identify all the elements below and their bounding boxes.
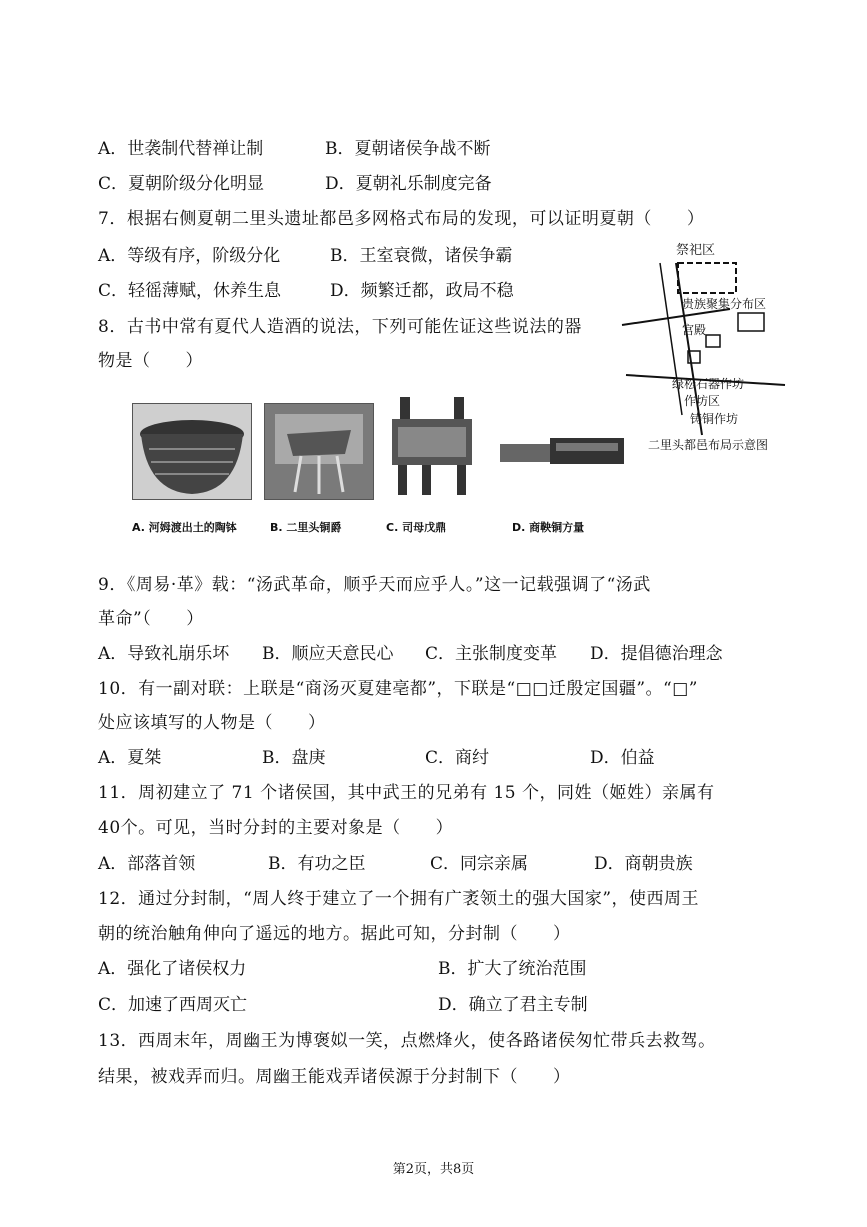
q11-option-a: A．部落首领 [98,854,196,874]
q9-option-c: C．主张制度变革 [425,644,558,664]
q9-option-b: B．顺应天意民心 [262,644,394,664]
q13-stem-line1: 13．西周末年，周幽王为博褒姒一笑，点燃烽火，使各路诸侯匆忙带兵去救驾。 [98,1031,716,1051]
q9-option-a: A．导致礼崩乐坏 [98,644,230,664]
photo-pottery-bowl [132,403,252,500]
q12-stem-line2: 朝的统治触角伸向了遥远的地方。据此可知，分封制（ ） [98,924,571,944]
bronze-jue-image [265,404,373,499]
map-label-bronze-workshop: 铸铜作坊 [690,412,739,426]
erlitou-map-lines [620,235,790,465]
q10-option-d: D．伯益 [590,748,655,768]
photo-bronze-jue [264,403,374,500]
shang-yang-measure-image [496,430,630,470]
map-label-workshop-area: 作坊区 [684,394,721,408]
q8-stem-line1: 8．古书中常有夏代人造酒的说法，下列可能佐证这些说法的器 [98,317,582,337]
map-label-palace: 宫殿 [682,323,707,337]
q6-option-c: C．夏朝阶级分化明显 [98,174,265,194]
q7-option-a: A．等级有序，阶级分化 [98,246,281,266]
q9-stem-line2: 革命”（ ） [98,609,204,629]
map-label-noble-area: 贵族聚集分布区 [682,297,767,311]
q8-stem-line2: 物是（ ） [98,351,203,371]
map-label-turquoise-workshop: 绿松石器作坊 [672,377,745,391]
q10-option-a: A．夏桀 [98,748,162,768]
q10-stem-line2: 处应该填写的人物是（ ） [98,713,326,733]
caption-a: A. 河姆渡出土的陶钵 [132,521,237,534]
caption-d: D. 商鞅铜方量 [512,521,585,534]
q11-option-c: C．同宗亲属 [430,854,529,874]
caption-b: B. 二里头铜爵 [270,521,342,534]
q7-option-d: D．频繁迁都，政局不稳 [330,281,514,301]
pottery-bowl-image [133,404,251,499]
q11-stem-line1: 11．周初建立了 71 个诸侯国，其中武王的兄弟有 15 个，同姓（姬姓）亲属有 [98,783,715,803]
erlitou-layout-map [620,235,790,465]
q12-option-b: B．扩大了统治范围 [438,959,587,979]
q9-stem-line1: 9．《周易·革》载：“汤武革命，顺乎天而应乎人。”这一记载强调了“汤武 [98,575,651,595]
q7-option-b: B．王室衰微，诸侯争霸 [330,246,513,266]
q6-option-b: B．夏朝诸侯争战不断 [325,139,491,159]
caption-c: C. 司母戊鼎 [386,521,447,534]
map-caption: 二里头都邑布局示意图 [648,438,769,452]
q7-stem: 7．根据右侧夏朝二里头遗址都邑多网格式布局的发现，可以证明夏朝（ ） [98,209,705,229]
simuwu-ding-image [386,395,478,499]
q12-stem-line1: 12．通过分封制，“周人终于建立了一个拥有广袤领土的强大国家”，使西周王 [98,889,700,909]
map-label-sacrifice-area: 祭祀区 [676,243,716,258]
q13-stem-line2: 结果，被戏弄而归。周幽王能戏弄诸侯源于分封制下（ ） [98,1067,571,1087]
q12-option-a: A．强化了诸侯权力 [98,959,247,979]
q10-option-c: C．商纣 [425,748,490,768]
photo-simuwu-ding [386,395,478,499]
q10-option-b: B．盘庚 [262,748,326,768]
q7-option-c: C．轻徭薄赋，休养生息 [98,281,282,301]
q11-stem-line2: 40个。可见，当时分封的主要对象是（ ） [98,818,454,838]
q10-stem-line1: 10．有一副对联：上联是“商汤灭夏建亳都”，下联是“□□迁殷定国疆”。“□” [98,679,698,699]
q11-option-d: D．商朝贵族 [594,854,693,874]
photo-shang-yang-measure [496,430,630,470]
q9-option-d: D．提倡德治理念 [590,644,723,664]
page-footer: 第2页，共8页 [392,1162,475,1177]
q11-option-b: B．有功之臣 [268,854,366,874]
q6-option-d: D．夏朝礼乐制度完备 [325,174,492,194]
q12-option-c: C．加速了西周灭亡 [98,995,248,1015]
q12-option-d: D．确立了君主专制 [438,995,588,1015]
q6-option-a: A．世袭制代替禅让制 [98,139,264,159]
